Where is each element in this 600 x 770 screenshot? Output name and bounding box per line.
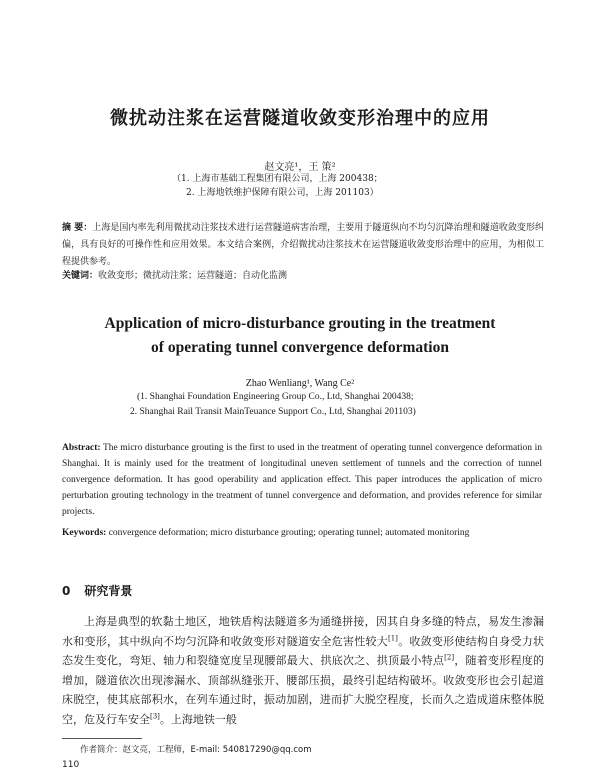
citation-ref-3: [3] — [150, 711, 160, 720]
body-text-part-4: 。上海地铁一般 — [159, 712, 237, 726]
footnote-divider — [62, 738, 142, 739]
english-title — [0, 312, 600, 360]
english-authors: Zhao Wenliang¹, Wang Ce² — [245, 378, 355, 389]
english-affiliation-2: 2. Shanghai Rail Transit MainTeuance Support Co., Ltd, Shanghai 201103) — [130, 407, 416, 417]
english-abstract-text: The micro disturbance grouting is the first to used in the treatment of operating tunnel convergence deformation in Shanghai. It is mainly used for the treatment of longitudinal uneven settlement of tunnels and the correction of tunnel convergence deformation. It has good operability and application effect. This paper introduces the application of micro perturbation grouting technology in the treatment of tunnel convergence and deformation, and provides reference for similar projects. — [62, 443, 542, 517]
citation-ref-2: [2] — [444, 653, 455, 662]
english-affiliation-1: (1. Shanghai Foundation Engineering Group Co., Ltd, Shanghai 200438; — [137, 392, 414, 402]
chinese-keywords — [62, 268, 544, 281]
body-text-part-3: ，随着变形程度的增加，隧道依次出现渗漏水、顶部纵缝张开、腰部压损，最终引起结构破坏。收敛变形也会引起道床脱空，使其底部积水，在列车通过时，振动加剧，进而扩大脱空程度，长而久之造成道床整体脱空，危及行车安全 — [62, 654, 544, 726]
chinese-keywords-text: 收敛变形；微扰动注浆；运营隧道；自动化监测 — [98, 271, 288, 281]
section-heading — [62, 582, 132, 599]
section-number: 0 — [62, 584, 71, 598]
citation-ref-1: [1] — [387, 633, 398, 642]
chinese-title: 微扰动注浆在运营隧道收敛变形治理中的应用 — [110, 108, 490, 129]
chinese-abstract-label: 摘 要： — [62, 223, 93, 233]
chinese-affiliation-2: 2. 上海地铁维护保障有限公司，上海 201103） — [186, 188, 379, 198]
english-keywords-text: convergence deformation; micro disturbance grouting; operating tunnel; automated monitoring — [108, 528, 470, 538]
chinese-abstract — [62, 220, 544, 271]
author-footnote: 作者简介：赵文亮，工程师，E-mail: 540817290@qq.com — [80, 745, 312, 755]
english-abstract-label: Abstract: — [62, 443, 101, 453]
body-paragraph — [62, 612, 544, 729]
chinese-affiliation-1: （1. 上海市基础工程集团有限公司，上海 200438； — [172, 174, 383, 184]
english-keywords-label: Keywords: — [62, 528, 107, 538]
english-abstract — [62, 440, 542, 520]
body-text-part-2: 。收敛变形使结构自身受力状态发生变化，弯矩、轴力和裂缝宽度呈现腰部最大、拱底次之、拱顶最小特点 — [62, 634, 545, 667]
english-title-line-1: Application of micro-disturbance grouting in the treatment — [104, 315, 496, 332]
chinese-keywords-label: 关键词： — [62, 271, 99, 281]
page-number: 110 — [62, 760, 80, 770]
english-keywords — [62, 528, 542, 538]
body-text-part-1: 上海是典型的软黏土地区，地铁盾构法隧道多为通缝拼接，因其自身多缝的特点，易发生渗漏水和变形，其中纵向不均匀沉降和收敛变形对隧道安全危害性较大 — [62, 615, 544, 648]
chinese-authors: 赵文亮¹，王 策² — [264, 162, 336, 173]
chinese-abstract-text: 上海是国内率先利用微扰动注浆技术进行运营隧道病害治理，主要用于隧道纵向不均匀沉降治理和隧道收敛变形纠偏，具有良好的可操作性和应用效果。本文结合案例，介绍微扰动注浆技术在运营隧道收敛变形治理中的应用，为相似工程提供参考。 — [62, 223, 544, 267]
section-title: 研究背景 — [84, 584, 133, 598]
english-title-line-2: of operating tunnel convergence deformation — [151, 339, 449, 356]
